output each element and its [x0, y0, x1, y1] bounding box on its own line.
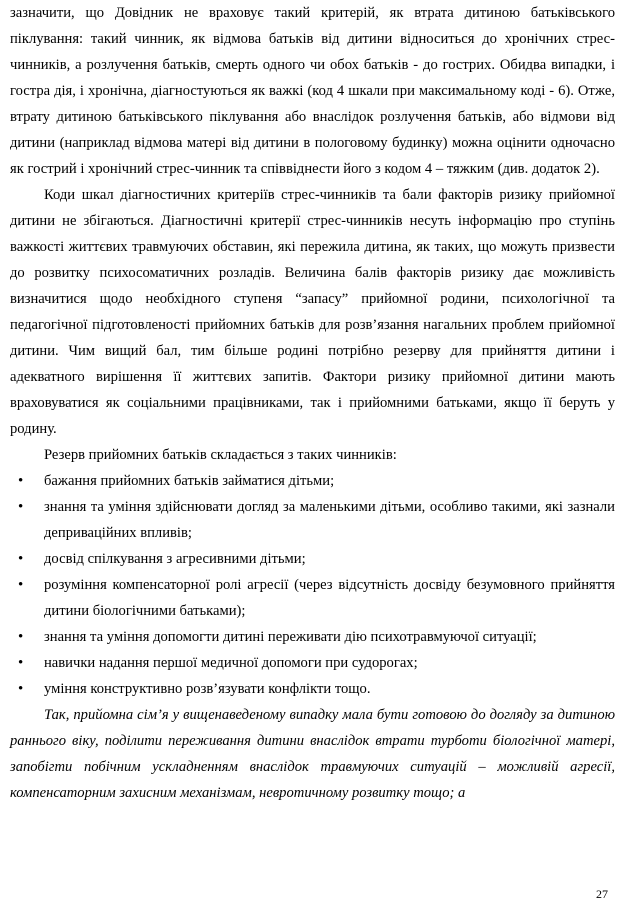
list-item-text: уміння конструктивно розв’язувати конфлікти тощо.: [44, 681, 371, 697]
bullet-icon: •: [18, 681, 24, 697]
bullet-icon: •: [18, 551, 24, 567]
list-item-text: навички надання першої медичної допомоги при судорогах;: [44, 655, 418, 671]
reserve-factors-list: [10, 468, 615, 702]
list-item-text: розуміння компенсаторної ролі агресії (через відсутність досвіду безумовного прийняття дитини біологічними батьками);: [44, 577, 615, 619]
paragraph-1: зазначити, що Довідник не враховує такий критерій, як втрата дитиною батьківського піклування: такий чинник, як відмова батьків від дитини відноситься до хронічних стрес-чинників, а розлучення батьків, смерть одного чи обох батьків - до гострих. Обидва випадки, і гостра дія, і хронічна, діагностуються як важкі (код 4 шкали при максимальному коді - 6). Отже, втрату дитиною батьківського піклування або внаслідок розлучення батьків, або відмови від дитини (наприклад відмова матері від дитини в пологовому будинку) можна оцінити одночасно як гострий і хронічний стрес-чинник та співвіднести його з кодом 4 – тяжким (див. додаток 2).: [10, 5, 615, 177]
page-number: 27: [596, 887, 608, 901]
bullet-icon: •: [18, 629, 24, 645]
bullet-icon: •: [18, 473, 24, 489]
list-item-text: бажання прийомних батьків займатися дітьми;: [44, 473, 335, 489]
paragraph-3: Резерв прийомних батьків складається з таких чинників:: [44, 447, 397, 463]
paragraph-2: Коди шкал діагностичних критеріїв стрес-чинників та бали факторів ризику прийомної дитини не збігаються. Діагностичні критерії стрес-чинників несуть інформацію про ступінь важкості життєвих травмуючих обставин, які пережила дитина, як таких, що можуть призвести до розвитку психосоматичних розладів. Величина балів факторів ризику дає можливість визначитися щодо необхідного ступеня “запасу” прийомної родини, психологічної та педагогічної підготовленості прийомних батьків для розв’язання нагальних проблем прийомної дитини. Чим вищий бал, тим більше родині потрібно резерву для прийняття дитини і адекватного вирішення її життєвих запитів. Фактори ризику прийомної дитини мають враховуватися як соціальними працівниками, так і прийомними батьками, якщо її беруть у родину.: [10, 187, 615, 437]
list-item: [10, 624, 615, 650]
bullet-icon: •: [18, 577, 24, 593]
page-content: [10, 0, 615, 806]
paragraph-4-italic: Так, прийомна сім’я у вищенаведеному випадку мала бути готовою до догляду за дитиною раннього віку, поділити переживання дитини внаслідок втрати турботи біологічної матері, запобігти побічним ускладненням внаслідок травмуючих ситуацій – можливій агресії, компенсаторним захисним механізмам, невротичному розвитку тощо; а: [10, 707, 615, 801]
list-item: [10, 494, 615, 546]
list-item: [10, 546, 615, 572]
bullet-icon: •: [18, 655, 24, 671]
list-item: [10, 650, 615, 676]
list-item: [10, 468, 615, 494]
bullet-icon: •: [18, 499, 24, 515]
list-item-text: досвід спілкування з агресивними дітьми;: [44, 551, 306, 567]
list-item: [10, 572, 615, 624]
list-item: [10, 676, 615, 702]
list-item-text: знання та уміння допомогти дитині переживати дію психотравмуючої ситуації;: [44, 629, 537, 645]
list-item-text: знання та уміння здійснювати догляд за маленькими дітьми, особливо такими, які зазнали деприваційних впливів;: [44, 499, 615, 541]
